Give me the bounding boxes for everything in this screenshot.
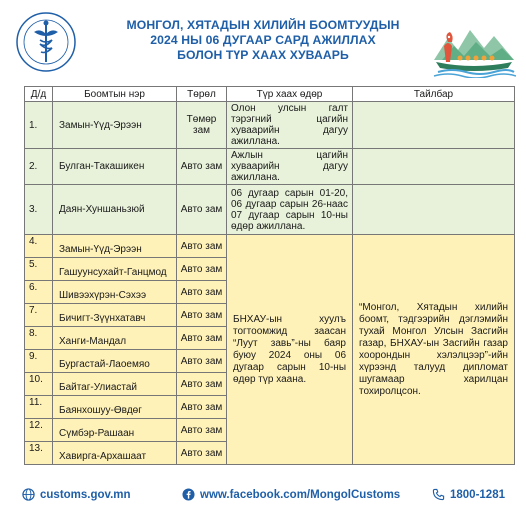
header-closure-date: Түр хаах өдөр (227, 87, 353, 102)
phone-text: 1800-1281 (450, 488, 505, 501)
header-notes: Тайлбар (353, 87, 515, 102)
facebook-text: www.facebook.com/MongolCustoms (200, 488, 401, 501)
row-index: 4. (25, 235, 53, 258)
header-port-name: Боомтын нэр (53, 87, 177, 102)
port-type: Авто зам (177, 350, 227, 373)
row-index: 10. (25, 373, 53, 396)
merged-note: “Монгол, Хятадын хилийн боомт, тэдгээрийн дэглэмийн тухай Монгол Улсын Засгийн газар, БНХАУ-ын Засгийн газар хоорондын хэлэлцээр”-ийн хүрээнд талууд дипломат шугамаар харилцан тохиролцсон. (353, 235, 515, 465)
port-type: Авто зам (177, 258, 227, 281)
row-index: 8. (25, 327, 53, 350)
merged-closure-date: БНХАУ-ын хуулъ тогтоомжид заасан “Луут завь”-ны баяр буюу 2024 оны 06 дугаар сарын 10-ны өдөр түр хаана. (227, 235, 353, 465)
website-text: customs.gov.mn (40, 488, 131, 501)
port-name: Ханги-Мандал (53, 327, 177, 350)
port-name: Бичигт-Зүүнхатавч (53, 304, 177, 327)
row-index: 11. (25, 396, 53, 419)
title-line-3: БОЛОН ТҮР ХААХ ХУВААРЬ (177, 48, 349, 62)
closure-date: Ажлын цагийн хуваарийн дагуу ажиллана. (227, 149, 353, 185)
closure-date: Олон улсын галт тэрэгний цагийн хуваарийн дагуу ажиллана. (227, 102, 353, 149)
port-type: Авто зам (177, 419, 227, 442)
port-name: Бургастай-Лаоемяо (53, 350, 177, 373)
port-name: Шивээхүрэн-Сэхээ (53, 281, 177, 304)
table-header-row (25, 87, 515, 102)
row-index: 5. (25, 258, 53, 281)
customs-emblem-icon (14, 10, 78, 74)
port-name: Даян-Хуншаньзюй (53, 185, 177, 235)
closure-date: 06 дугаар сарын 01-20, 06 дугаар сарын 26-наас 07 дугаар сарын 10-ны өдөр ажиллана. (227, 185, 353, 235)
port-name: Сүмбэр-Рашаан (53, 419, 177, 442)
table-row (25, 149, 515, 185)
note (353, 185, 515, 235)
port-name: Байтаг-Улиастай (53, 373, 177, 396)
port-type: Авто зам (177, 281, 227, 304)
globe-icon (22, 488, 35, 501)
row-index: 1. (25, 102, 53, 149)
footer (0, 484, 526, 506)
header-index: Д/д (25, 87, 53, 102)
port-name: Хавирга-Архашаат (53, 442, 177, 465)
table-row (25, 235, 515, 258)
port-name: Замын-Үүд-Эрээн (53, 235, 177, 258)
dragon-boat-illustration-icon (432, 16, 516, 78)
header (0, 0, 526, 80)
port-type: Авто зам (177, 396, 227, 419)
facebook-link[interactable] (182, 488, 400, 501)
row-index: 13. (25, 442, 53, 465)
schedule-table (24, 86, 515, 465)
page-title (100, 18, 426, 63)
port-type: Авто зам (177, 373, 227, 396)
port-type: Авто зам (177, 185, 227, 235)
port-name: Булган-Такашикен (53, 149, 177, 185)
port-type: Авто зам (177, 304, 227, 327)
facebook-icon (182, 488, 195, 501)
row-index: 3. (25, 185, 53, 235)
port-type: Авто зам (177, 149, 227, 185)
port-type: Төмөр зам (177, 102, 227, 149)
port-type: Авто зам (177, 235, 227, 258)
row-index: 9. (25, 350, 53, 373)
phone-icon (432, 488, 445, 501)
header-type: Төрөл (177, 87, 227, 102)
phone-link[interactable] (432, 488, 505, 501)
title-line-1: МОНГОЛ, ХЯТАДЫН ХИЛИЙН БООМТУУДЫН (126, 18, 400, 32)
table-row (25, 185, 515, 235)
website-link[interactable] (22, 488, 131, 501)
port-name: Баянхошуу-Өвдөг (53, 396, 177, 419)
row-index: 12. (25, 419, 53, 442)
port-type: Авто зам (177, 442, 227, 465)
note (353, 149, 515, 185)
title-line-2: 2024 НЫ 06 ДУГААР САРД АЖИЛЛАХ (150, 33, 376, 47)
table-row (25, 102, 515, 149)
note (353, 102, 515, 149)
row-index: 6. (25, 281, 53, 304)
port-name: Гашуунсухайт-Ганцмод (53, 258, 177, 281)
row-index: 2. (25, 149, 53, 185)
port-type: Авто зам (177, 327, 227, 350)
row-index: 7. (25, 304, 53, 327)
port-name: Замын-Үүд-Эрээн (53, 102, 177, 149)
